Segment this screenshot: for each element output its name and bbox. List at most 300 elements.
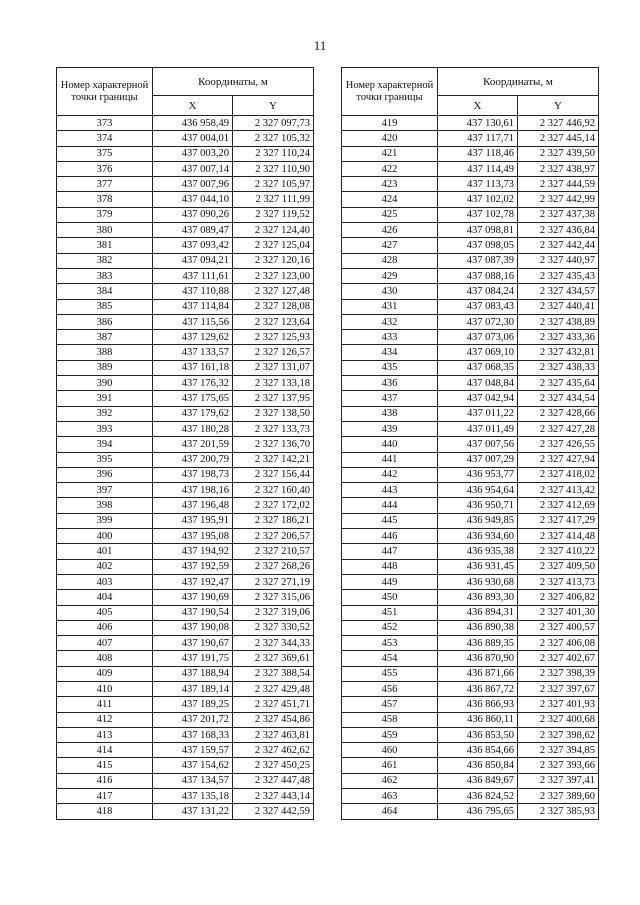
- x-coordinate-cell: 437 073,06: [438, 330, 518, 345]
- table-row: [342, 651, 599, 666]
- x-coordinate-cell: 437 007,96: [153, 177, 233, 192]
- table-row: [342, 223, 599, 238]
- y-coordinate-cell: 2 327 397,67: [518, 681, 599, 696]
- table-row: [57, 207, 314, 222]
- x-coordinate-cell: 437 189,25: [153, 697, 233, 712]
- table-row: [57, 330, 314, 345]
- table-row: [342, 636, 599, 651]
- table-row: [57, 253, 314, 268]
- point-number-cell: 375: [57, 146, 153, 161]
- y-coordinate-cell: 2 327 450,25: [233, 758, 314, 773]
- table-row: [342, 207, 599, 222]
- y-coordinate-cell: 2 327 160,40: [233, 483, 314, 498]
- x-coordinate-cell: 437 114,84: [153, 299, 233, 314]
- table-row: [57, 406, 314, 421]
- x-coordinate-cell: 437 011,49: [438, 421, 518, 436]
- y-coordinate-cell: 2 327 406,08: [518, 636, 599, 651]
- y-coordinate-cell: 2 327 110,24: [233, 146, 314, 161]
- y-coordinate-cell: 2 327 429,48: [233, 681, 314, 696]
- point-number-cell: 460: [342, 743, 438, 758]
- x-coordinate-cell: 437 048,84: [438, 376, 518, 391]
- y-coordinate-cell: 2 327 435,64: [518, 376, 599, 391]
- x-coordinate-cell: 437 133,57: [153, 345, 233, 360]
- table-row: [57, 605, 314, 620]
- y-coordinate-cell: 2 327 397,41: [518, 773, 599, 788]
- y-coordinate-cell: 2 327 125,93: [233, 330, 314, 345]
- point-number-cell: 453: [342, 636, 438, 651]
- point-number-cell: 388: [57, 345, 153, 360]
- point-number-cell: 408: [57, 651, 153, 666]
- point-number-cell: 401: [57, 544, 153, 559]
- point-number-cell: 443: [342, 483, 438, 498]
- y-coordinate-cell: 2 327 454,86: [233, 712, 314, 727]
- table-row: [57, 452, 314, 467]
- table-row: [342, 421, 599, 436]
- table-row: [342, 712, 599, 727]
- x-coordinate-cell: 436 893,30: [438, 590, 518, 605]
- x-coordinate-cell: 437 011,22: [438, 406, 518, 421]
- table-row: [57, 376, 314, 391]
- x-coordinate-cell: 437 117,71: [438, 131, 518, 146]
- x-coordinate-cell: 437 084,24: [438, 284, 518, 299]
- point-number-cell: 403: [57, 574, 153, 589]
- x-coordinate-cell: 437 118,46: [438, 146, 518, 161]
- point-number-cell: 441: [342, 452, 438, 467]
- x-coordinate-cell: 437 042,94: [438, 391, 518, 406]
- x-coordinate-cell: 437 188,94: [153, 666, 233, 681]
- point-number-cell: 420: [342, 131, 438, 146]
- table-row: [57, 544, 314, 559]
- table-row: [57, 421, 314, 436]
- table-row: [57, 314, 314, 329]
- table-row: [342, 773, 599, 788]
- x-coordinate-cell: 436 935,38: [438, 544, 518, 559]
- x-coordinate-cell: 437 090,26: [153, 207, 233, 222]
- x-coordinate-cell: 437 113,73: [438, 177, 518, 192]
- table-row: [342, 376, 599, 391]
- table-row: [57, 223, 314, 238]
- y-coordinate-cell: 2 327 438,33: [518, 360, 599, 375]
- y-coordinate-cell: 2 327 444,59: [518, 177, 599, 192]
- table-row: [57, 238, 314, 253]
- point-number-cell: 423: [342, 177, 438, 192]
- table-row: [57, 712, 314, 727]
- x-coordinate-cell: 437 196,48: [153, 498, 233, 513]
- point-number-cell: 410: [57, 681, 153, 696]
- x-coordinate-cell: 437 094,21: [153, 253, 233, 268]
- table-row: [342, 620, 599, 635]
- point-number-cell: 396: [57, 467, 153, 482]
- table-row: [342, 544, 599, 559]
- x-coordinate-cell: 437 175,65: [153, 391, 233, 406]
- y-coordinate-cell: 2 327 128,08: [233, 299, 314, 314]
- point-number-cell: 419: [342, 116, 438, 131]
- point-number-cell: 399: [57, 513, 153, 528]
- table-row: [57, 773, 314, 788]
- x-coordinate-cell: 436 889,35: [438, 636, 518, 651]
- header-y: Y: [233, 96, 314, 116]
- x-coordinate-cell: 437 072,30: [438, 314, 518, 329]
- point-number-cell: 394: [57, 437, 153, 452]
- table-row: [57, 559, 314, 574]
- table-row: [57, 192, 314, 207]
- y-coordinate-cell: 2 327 111,99: [233, 192, 314, 207]
- table-row: [57, 758, 314, 773]
- table-row: [342, 513, 599, 528]
- x-coordinate-cell: 436 958,49: [153, 116, 233, 131]
- y-coordinate-cell: 2 327 438,97: [518, 161, 599, 176]
- table-row: [342, 452, 599, 467]
- x-coordinate-cell: 437 189,14: [153, 681, 233, 696]
- y-coordinate-cell: 2 327 462,62: [233, 743, 314, 758]
- y-coordinate-cell: 2 327 133,18: [233, 376, 314, 391]
- point-number-cell: 377: [57, 177, 153, 192]
- point-number-cell: 450: [342, 590, 438, 605]
- y-coordinate-cell: 2 327 136,70: [233, 437, 314, 452]
- x-coordinate-cell: 437 198,16: [153, 483, 233, 498]
- point-number-cell: 451: [342, 605, 438, 620]
- point-number-cell: 376: [57, 161, 153, 176]
- point-number-cell: 417: [57, 789, 153, 804]
- x-coordinate-cell: 437 114,49: [438, 161, 518, 176]
- header-y: Y: [518, 96, 599, 116]
- table-row: [57, 437, 314, 452]
- point-number-cell: 389: [57, 360, 153, 375]
- x-coordinate-cell: 437 098,05: [438, 238, 518, 253]
- point-number-cell: 459: [342, 727, 438, 742]
- y-coordinate-cell: 2 327 400,68: [518, 712, 599, 727]
- point-number-cell: 379: [57, 207, 153, 222]
- y-coordinate-cell: 2 327 400,57: [518, 620, 599, 635]
- table-row: [57, 590, 314, 605]
- table-row: [342, 758, 599, 773]
- y-coordinate-cell: 2 327 210,57: [233, 544, 314, 559]
- y-coordinate-cell: 2 327 097,73: [233, 116, 314, 131]
- table-row: [57, 697, 314, 712]
- x-coordinate-cell: 436 950,71: [438, 498, 518, 513]
- point-number-cell: 428: [342, 253, 438, 268]
- table-row: [342, 314, 599, 329]
- x-coordinate-cell: 437 044,10: [153, 192, 233, 207]
- y-coordinate-cell: 2 327 271,19: [233, 574, 314, 589]
- x-coordinate-cell: 437 089,47: [153, 223, 233, 238]
- y-coordinate-cell: 2 327 409,50: [518, 559, 599, 574]
- x-coordinate-cell: 436 849,67: [438, 773, 518, 788]
- table-row: [342, 192, 599, 207]
- y-coordinate-cell: 2 327 125,04: [233, 238, 314, 253]
- y-coordinate-cell: 2 327 127,48: [233, 284, 314, 299]
- header-point-number: Номер характерной точки границы: [57, 68, 153, 116]
- y-coordinate-cell: 2 327 402,67: [518, 651, 599, 666]
- table-row: [342, 529, 599, 544]
- y-coordinate-cell: 2 327 426,55: [518, 437, 599, 452]
- point-number-cell: 444: [342, 498, 438, 513]
- header-x: X: [438, 96, 518, 116]
- table-row: [57, 299, 314, 314]
- header-point-number: Номер характерной точки границы: [342, 68, 438, 116]
- table-row: [342, 406, 599, 421]
- point-number-cell: 381: [57, 238, 153, 253]
- x-coordinate-cell: 437 134,57: [153, 773, 233, 788]
- x-coordinate-cell: 437 110,88: [153, 284, 233, 299]
- table-row: [57, 789, 314, 804]
- table-row: [57, 743, 314, 758]
- table-row: [57, 467, 314, 482]
- x-coordinate-cell: 436 866,93: [438, 697, 518, 712]
- point-number-cell: 454: [342, 651, 438, 666]
- table-row: [57, 651, 314, 666]
- point-number-cell: 404: [57, 590, 153, 605]
- point-number-cell: 431: [342, 299, 438, 314]
- point-number-cell: 445: [342, 513, 438, 528]
- y-coordinate-cell: 2 327 428,66: [518, 406, 599, 421]
- x-coordinate-cell: 437 083,43: [438, 299, 518, 314]
- x-coordinate-cell: 436 930,68: [438, 574, 518, 589]
- x-coordinate-cell: 437 129,62: [153, 330, 233, 345]
- table-row: [57, 681, 314, 696]
- point-number-cell: 462: [342, 773, 438, 788]
- table-row: [342, 467, 599, 482]
- y-coordinate-cell: 2 327 119,52: [233, 207, 314, 222]
- table-row: [342, 605, 599, 620]
- point-number-cell: 427: [342, 238, 438, 253]
- x-coordinate-cell: 437 069,10: [438, 345, 518, 360]
- y-coordinate-cell: 2 327 389,60: [518, 789, 599, 804]
- point-number-cell: 409: [57, 666, 153, 681]
- x-coordinate-cell: 437 087,39: [438, 253, 518, 268]
- y-coordinate-cell: 2 327 186,21: [233, 513, 314, 528]
- y-coordinate-cell: 2 327 156,44: [233, 467, 314, 482]
- x-coordinate-cell: 437 179,62: [153, 406, 233, 421]
- table-row: [342, 666, 599, 681]
- y-coordinate-cell: 2 327 435,43: [518, 268, 599, 283]
- x-coordinate-cell: 436 860,11: [438, 712, 518, 727]
- x-coordinate-cell: 437 111,61: [153, 268, 233, 283]
- y-coordinate-cell: 2 327 406,82: [518, 590, 599, 605]
- y-coordinate-cell: 2 327 133,73: [233, 421, 314, 436]
- table-row: [342, 330, 599, 345]
- table-row: [342, 360, 599, 375]
- x-coordinate-cell: 437 195,91: [153, 513, 233, 528]
- x-coordinate-cell: 437 088,16: [438, 268, 518, 283]
- x-coordinate-cell: 436 795,65: [438, 804, 518, 819]
- x-coordinate-cell: 437 102,78: [438, 207, 518, 222]
- table-row: [342, 590, 599, 605]
- y-coordinate-cell: 2 327 434,57: [518, 284, 599, 299]
- y-coordinate-cell: 2 327 172,02: [233, 498, 314, 513]
- x-coordinate-cell: 437 200,79: [153, 452, 233, 467]
- y-coordinate-cell: 2 327 451,71: [233, 697, 314, 712]
- point-number-cell: 390: [57, 376, 153, 391]
- x-coordinate-cell: 436 931,45: [438, 559, 518, 574]
- table-row: [342, 681, 599, 696]
- y-coordinate-cell: 2 327 388,54: [233, 666, 314, 681]
- point-number-cell: 421: [342, 146, 438, 161]
- point-number-cell: 452: [342, 620, 438, 635]
- x-coordinate-cell: 436 850,84: [438, 758, 518, 773]
- y-coordinate-cell: 2 327 437,38: [518, 207, 599, 222]
- point-number-cell: 405: [57, 605, 153, 620]
- point-number-cell: 458: [342, 712, 438, 727]
- point-number-cell: 433: [342, 330, 438, 345]
- table-row: [342, 253, 599, 268]
- table-row: [57, 666, 314, 681]
- y-coordinate-cell: 2 327 418,02: [518, 467, 599, 482]
- y-coordinate-cell: 2 327 268,26: [233, 559, 314, 574]
- x-coordinate-cell: 437 093,42: [153, 238, 233, 253]
- table-row: [342, 391, 599, 406]
- point-number-cell: 461: [342, 758, 438, 773]
- point-number-cell: 386: [57, 314, 153, 329]
- table-row: [57, 529, 314, 544]
- y-coordinate-cell: 2 327 142,21: [233, 452, 314, 467]
- point-number-cell: 391: [57, 391, 153, 406]
- y-coordinate-cell: 2 327 126,57: [233, 345, 314, 360]
- table-row: [57, 620, 314, 635]
- y-coordinate-cell: 2 327 123,64: [233, 314, 314, 329]
- y-coordinate-cell: 2 327 105,97: [233, 177, 314, 192]
- point-number-cell: 384: [57, 284, 153, 299]
- point-number-cell: 373: [57, 116, 153, 131]
- y-coordinate-cell: 2 327 427,28: [518, 421, 599, 436]
- table-row: [342, 146, 599, 161]
- table-row: [342, 268, 599, 283]
- y-coordinate-cell: 2 327 438,89: [518, 314, 599, 329]
- table-row: [57, 177, 314, 192]
- point-number-cell: 424: [342, 192, 438, 207]
- y-coordinate-cell: 2 327 439,50: [518, 146, 599, 161]
- y-coordinate-cell: 2 327 414,48: [518, 529, 599, 544]
- x-coordinate-cell: 437 198,73: [153, 467, 233, 482]
- x-coordinate-cell: 437 168,33: [153, 727, 233, 742]
- y-coordinate-cell: 2 327 434,54: [518, 391, 599, 406]
- coordinates-table-left: [56, 67, 314, 820]
- point-number-cell: 387: [57, 330, 153, 345]
- y-coordinate-cell: 2 327 344,33: [233, 636, 314, 651]
- point-number-cell: 398: [57, 498, 153, 513]
- point-number-cell: 412: [57, 712, 153, 727]
- y-coordinate-cell: 2 327 120,16: [233, 253, 314, 268]
- point-number-cell: 455: [342, 666, 438, 681]
- table-row: [342, 131, 599, 146]
- table-row: [342, 345, 599, 360]
- x-coordinate-cell: 437 180,28: [153, 421, 233, 436]
- y-coordinate-cell: 2 327 105,32: [233, 131, 314, 146]
- y-coordinate-cell: 2 327 442,99: [518, 192, 599, 207]
- y-coordinate-cell: 2 327 124,40: [233, 223, 314, 238]
- point-number-cell: 395: [57, 452, 153, 467]
- x-coordinate-cell: 436 871,66: [438, 666, 518, 681]
- y-coordinate-cell: 2 327 315,06: [233, 590, 314, 605]
- y-coordinate-cell: 2 327 401,30: [518, 605, 599, 620]
- x-coordinate-cell: 437 176,32: [153, 376, 233, 391]
- x-coordinate-cell: 436 854,66: [438, 743, 518, 758]
- point-number-cell: 456: [342, 681, 438, 696]
- point-number-cell: 432: [342, 314, 438, 329]
- x-coordinate-cell: 437 068,35: [438, 360, 518, 375]
- y-coordinate-cell: 2 327 369,61: [233, 651, 314, 666]
- x-coordinate-cell: 436 954,64: [438, 483, 518, 498]
- y-coordinate-cell: 2 327 138,50: [233, 406, 314, 421]
- y-coordinate-cell: 2 327 123,00: [233, 268, 314, 283]
- y-coordinate-cell: 2 327 413,73: [518, 574, 599, 589]
- y-coordinate-cell: 2 327 442,59: [233, 804, 314, 819]
- point-number-cell: 430: [342, 284, 438, 299]
- coordinates-table-right: [341, 67, 599, 820]
- x-coordinate-cell: 437 115,56: [153, 314, 233, 329]
- table-row: [57, 804, 314, 819]
- x-coordinate-cell: 437 154,62: [153, 758, 233, 773]
- point-number-cell: 425: [342, 207, 438, 222]
- x-coordinate-cell: 437 194,92: [153, 544, 233, 559]
- y-coordinate-cell: 2 327 394,85: [518, 743, 599, 758]
- x-coordinate-cell: 437 007,56: [438, 437, 518, 452]
- table-row: [57, 727, 314, 742]
- point-number-cell: 397: [57, 483, 153, 498]
- x-coordinate-cell: 436 870,90: [438, 651, 518, 666]
- table-row: [57, 116, 314, 131]
- x-coordinate-cell: 437 003,20: [153, 146, 233, 161]
- x-coordinate-cell: 436 894,31: [438, 605, 518, 620]
- y-coordinate-cell: 2 327 436,84: [518, 223, 599, 238]
- point-number-cell: 418: [57, 804, 153, 819]
- table-row: [342, 437, 599, 452]
- y-coordinate-cell: 2 327 442,44: [518, 238, 599, 253]
- table-row: [342, 789, 599, 804]
- table-row: [342, 116, 599, 131]
- point-number-cell: 383: [57, 268, 153, 283]
- y-coordinate-cell: 2 327 206,57: [233, 529, 314, 544]
- header-coordinates: Координаты, м: [153, 68, 314, 96]
- table-row: [342, 727, 599, 742]
- point-number-cell: 407: [57, 636, 153, 651]
- y-coordinate-cell: 2 327 412,69: [518, 498, 599, 513]
- x-coordinate-cell: 437 201,72: [153, 712, 233, 727]
- table-row: [342, 284, 599, 299]
- x-coordinate-cell: 437 192,47: [153, 574, 233, 589]
- table-row: [342, 574, 599, 589]
- table-row: [57, 636, 314, 651]
- x-coordinate-cell: 437 190,69: [153, 590, 233, 605]
- point-number-cell: 434: [342, 345, 438, 360]
- table-row: [57, 498, 314, 513]
- x-coordinate-cell: 437 201,59: [153, 437, 233, 452]
- point-number-cell: 446: [342, 529, 438, 544]
- x-coordinate-cell: 437 098,81: [438, 223, 518, 238]
- point-number-cell: 448: [342, 559, 438, 574]
- y-coordinate-cell: 2 327 401,93: [518, 697, 599, 712]
- point-number-cell: 440: [342, 437, 438, 452]
- table-row: [342, 161, 599, 176]
- table-row: [57, 391, 314, 406]
- y-coordinate-cell: 2 327 463,81: [233, 727, 314, 742]
- x-coordinate-cell: 436 953,77: [438, 467, 518, 482]
- point-number-cell: 413: [57, 727, 153, 742]
- y-coordinate-cell: 2 327 427,94: [518, 452, 599, 467]
- point-number-cell: 385: [57, 299, 153, 314]
- y-coordinate-cell: 2 327 398,39: [518, 666, 599, 681]
- y-coordinate-cell: 2 327 440,41: [518, 299, 599, 314]
- point-number-cell: 402: [57, 559, 153, 574]
- table-row: [342, 483, 599, 498]
- x-coordinate-cell: 437 135,18: [153, 789, 233, 804]
- table-row: [57, 360, 314, 375]
- y-coordinate-cell: 2 327 330,52: [233, 620, 314, 635]
- table-row: [57, 574, 314, 589]
- x-coordinate-cell: 437 161,18: [153, 360, 233, 375]
- x-coordinate-cell: 437 195,08: [153, 529, 233, 544]
- x-coordinate-cell: 437 190,08: [153, 620, 233, 635]
